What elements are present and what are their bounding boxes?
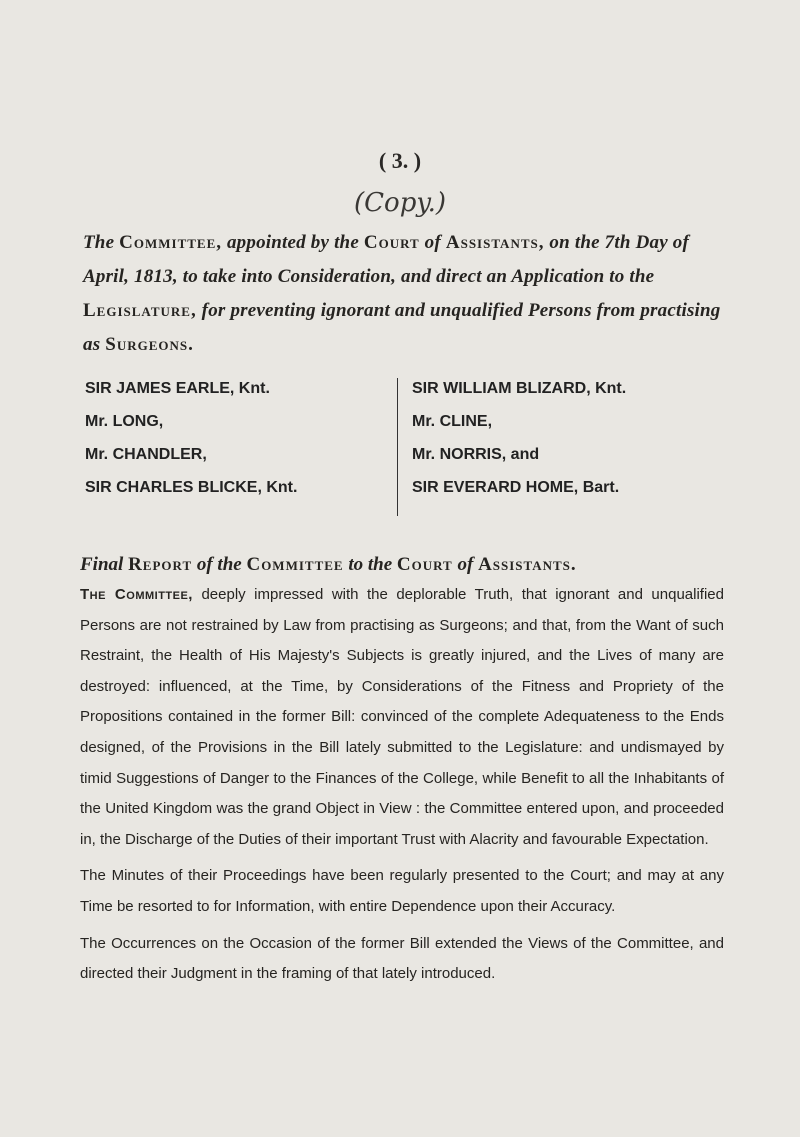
committee-member: SIR CHARLES BLICKE, Knt. [85, 479, 298, 496]
paragraph-text: The Occurrences on the Occasion of the former Bill extended the Views of the Committee, and directed their Judgment in the framing of that lately introduced. [80, 934, 724, 983]
committee-members [85, 372, 725, 524]
paragraph [80, 580, 724, 855]
committee-column-right [412, 372, 732, 504]
report-title-text: Final [80, 554, 129, 575]
committee-member: Mr. CHANDLER, [85, 446, 207, 463]
committee-member: SIR WILLIAM BLIZARD, Knt. [412, 380, 627, 397]
report-title-court: Court [396, 554, 453, 575]
heading-text: for preventing ignorant and unqualified Persons from practising as [83, 300, 721, 355]
document-heading [83, 226, 723, 362]
paragraph-text: deeply impressed with the deplorable Truth, that ignorant and unqualified Persons are not restrained by Law from practising as Surgeons; and that, from the Want of such Restraint, the Health of His Majesty's Subjects is greatly injured, and the Lives of many are destroyed: influenced, at the Time, by Considerations of the Fitness and Propriety of the Propositions contained in the former Bill: convinced of the complete Adequateness to the Ends designed, of the Provisions in the Bill lately submitted to the Legislature: and undismayed by timid Suggestions of Danger to the Finances of the College, while Benefit to all the Inhabitants of the United Kingdom was the grand Object in View : the Committee entered upon, and proceeded in, the Discharge of the Duties of their important Trust with Alacrity and favourable Expectation. [80, 586, 724, 848]
heading-text: appointed by the [222, 232, 364, 253]
paragraph-text: The Minutes of their Proceedings have been regularly presented to the Court; and may at any Time be resorted to for Information, with entire Dependence upon their Accuracy. [80, 867, 724, 915]
report-title-text: of the [192, 554, 247, 575]
committee-column-left [85, 372, 395, 504]
paragraph [80, 929, 724, 990]
page-number: ( 3. ) [378, 148, 422, 173]
heading-legislature: Legislature, [83, 300, 197, 321]
report-title-assistants: Assistants. [478, 554, 577, 575]
heading-surgeons: Surgeons. [105, 334, 194, 355]
report-title-text: to the [343, 554, 397, 575]
committee-member: SIR JAMES EARLE, Knt. [85, 380, 270, 397]
heading-text: on the 7th Day of April, 1813, to take into Consideration, and direct an Application to the [83, 232, 690, 287]
heading-court: Court [363, 232, 420, 253]
heading-text: of [419, 232, 446, 253]
heading-committee: Committee, [119, 232, 223, 253]
committee-member: Mr. CLINE, [412, 413, 493, 430]
heading-assistants: Assistants, [445, 232, 545, 253]
paragraph-lead: The Committee, [80, 586, 193, 603]
report-title-report: Report [128, 554, 193, 575]
committee-member: Mr. NORRIS, and [412, 446, 540, 463]
report-title-committee: Committee [246, 554, 344, 575]
paragraph [80, 861, 724, 922]
committee-member: SIR EVERARD HOME, Bart. [412, 479, 620, 496]
report-title [80, 554, 740, 576]
report-body [80, 580, 724, 990]
committee-member: Mr. LONG, [85, 413, 164, 430]
report-title-text: of [452, 554, 479, 575]
copy-annotation: (Copy.) [354, 188, 446, 218]
column-divider [397, 378, 398, 516]
heading-text: The [83, 232, 120, 253]
